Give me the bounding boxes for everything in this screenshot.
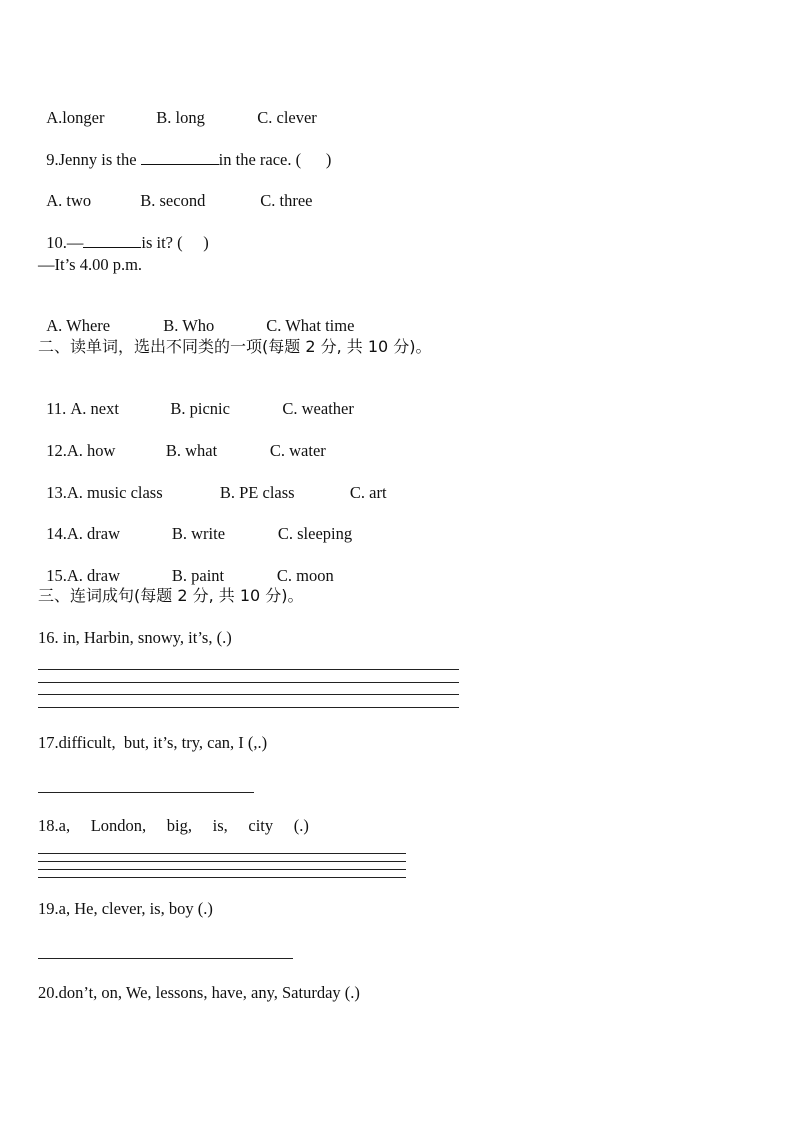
q18-answer-line-4[interactable] <box>38 877 406 878</box>
q10-text-pre: 10.— <box>46 233 84 252</box>
q12-option-b: B. what <box>165 441 218 460</box>
q16-prompt: 16. in, Harbin, snowy, it’s, (.) <box>38 628 232 647</box>
q11-row <box>38 379 354 419</box>
q12-number: 12. <box>46 441 67 460</box>
section2-heading: 二、读单词，选出不同类的一项(每题 2 分, 共 10 分)。 <box>38 337 432 356</box>
q15-option-c: C. moon <box>276 566 334 585</box>
q13-number: 13. <box>46 483 67 502</box>
q14-option-c: C. sleeping <box>277 524 353 543</box>
q9-option-a: A. two <box>46 191 92 210</box>
q10-question <box>38 213 209 253</box>
q10-option-a: A. Where <box>46 316 111 335</box>
q15-option-b: B. paint <box>171 566 225 585</box>
q19-answer-line[interactable] <box>38 958 293 959</box>
q8-option-c: C. clever <box>257 108 317 127</box>
section3-heading: 三、连词成句(每题 2 分, 共 10 分)。 <box>38 586 304 605</box>
q8-option-a: A.longer <box>46 108 105 127</box>
q11-number: 11. <box>46 399 71 418</box>
q17-prompt: 17.difficult, but, it’s, try, can, I (,.) <box>38 733 268 752</box>
q9-option-b: B. second <box>140 191 206 210</box>
q15-option-a: A. draw <box>66 566 121 585</box>
q16-answer-line-4[interactable] <box>38 707 459 708</box>
q18-answer-line-1[interactable] <box>38 853 406 854</box>
q11-option-b: B. picnic <box>170 399 230 418</box>
q12-row <box>38 421 326 461</box>
q20-prompt: 20.don’t, on, We, lessons, have, any, Saturday (.) <box>38 983 360 1002</box>
q18-prompt: 18.a, London, big, is, city (.) <box>38 816 309 835</box>
q18-answer-line-3[interactable] <box>38 869 406 870</box>
q19-prompt: 19.a, He, clever, is, boy (.) <box>38 899 213 918</box>
q15-number: 15. <box>46 566 67 585</box>
q13-row <box>38 463 387 503</box>
q16-answer-line-2[interactable] <box>38 682 459 683</box>
q9-question <box>38 130 331 170</box>
q11-option-c: C. weather <box>282 399 354 418</box>
q10-text-post: is it? ( ) <box>141 233 209 252</box>
q9-blank[interactable] <box>141 150 219 165</box>
q12-option-c: C. water <box>269 441 326 460</box>
q10-option-c: C. What time <box>266 316 355 335</box>
q14-option-b: B. write <box>171 524 226 543</box>
q8-options <box>38 88 317 128</box>
q9-text-pre: 9.Jenny is the <box>46 150 141 169</box>
q18-answer-line-2[interactable] <box>38 861 406 862</box>
q14-row <box>38 504 352 544</box>
q13-option-b: B. PE class <box>219 483 295 502</box>
q10-options <box>38 296 354 336</box>
q8-option-b: B. long <box>156 108 205 127</box>
q9-options <box>38 171 312 211</box>
q13-option-c: C. art <box>349 483 387 502</box>
q17-answer-line[interactable] <box>38 792 254 793</box>
q11-option-a: A. next <box>70 399 119 418</box>
q15-row <box>38 546 334 586</box>
q12-option-a: A. how <box>66 441 116 460</box>
q10-answer: —It’s 4.00 p.m. <box>38 255 143 274</box>
q9-option-c: C. three <box>260 191 313 210</box>
q10-option-b: B. Who <box>163 316 215 335</box>
q16-answer-line-1[interactable] <box>38 669 459 670</box>
q14-option-a: A. draw <box>66 524 121 543</box>
q10-blank[interactable] <box>83 233 141 248</box>
q13-option-a: A. music class <box>66 483 163 502</box>
q9-text-post: in the race. ( ) <box>218 150 332 169</box>
q16-answer-line-3[interactable] <box>38 694 459 695</box>
q14-number: 14. <box>46 524 67 543</box>
